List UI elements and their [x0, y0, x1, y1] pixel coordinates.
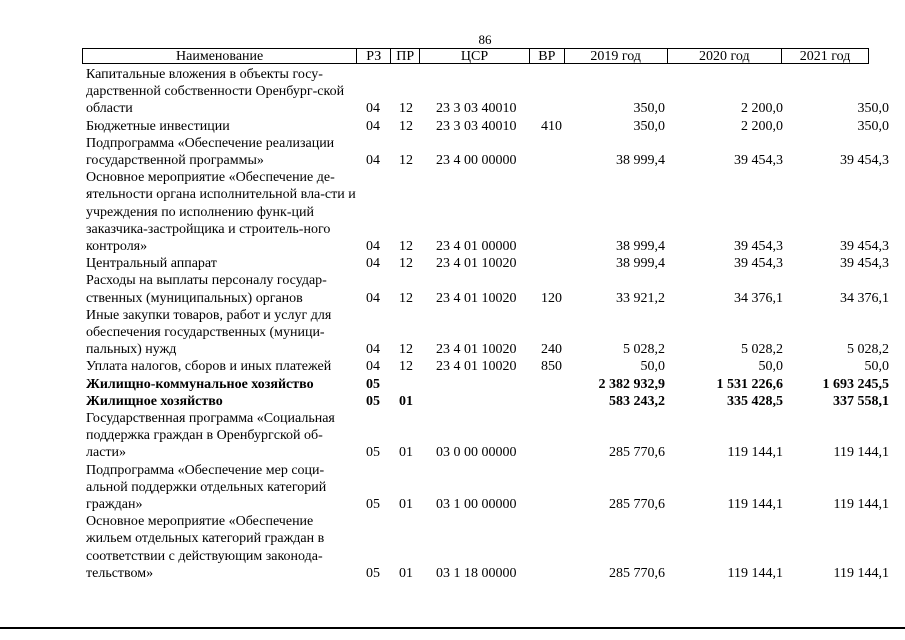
cell-rz: 04	[366, 290, 380, 306]
cell-rz: 04	[366, 256, 380, 272]
table-row	[82, 66, 892, 118]
column-header-rz: РЗ	[357, 49, 391, 63]
cell-y2019: 50,0	[640, 359, 665, 375]
cell-y2019: 285 770,6	[609, 497, 665, 513]
page-number: 86	[478, 32, 492, 47]
table-row	[82, 513, 892, 582]
cell-vr: 240	[541, 342, 562, 358]
row-name: Расходы на выплаты персоналу государ-ственных (муниципальных) органов	[86, 273, 327, 306]
cell-y2021: 39 454,3	[840, 239, 889, 255]
cell-csr: 23 4 00 00000	[436, 153, 517, 169]
cell-rz: 04	[366, 101, 380, 117]
table-row	[82, 272, 892, 306]
table-row	[82, 358, 892, 375]
cell-csr: 03 1 00 00000	[436, 497, 517, 513]
cell-y2020: 5 028,2	[741, 342, 783, 358]
cell-pr: 12	[399, 153, 413, 169]
row-name: Иные закупки товаров, работ и услуг для обеспечения государственных (муници-пальных) нужд	[86, 307, 332, 358]
column-header-2020: 2020 год	[668, 49, 783, 63]
row-name: Жилищно-коммунальное хозяйство	[86, 376, 314, 392]
table-row	[82, 135, 892, 169]
cell-y2020: 39 454,3	[734, 239, 783, 255]
cell-y2021: 1 693 245,5	[822, 376, 889, 392]
column-header-pr: ПР	[391, 49, 420, 63]
row-name: Подпрограмма «Обеспечение реализации государственной программы»	[86, 135, 335, 169]
cell-y2020: 39 454,3	[734, 153, 783, 169]
cell-csr: 23 4 01 10020	[436, 290, 517, 306]
row-name: Уплата налогов, сборов и иных платежей	[86, 359, 332, 375]
cell-y2019: 33 921,2	[616, 290, 665, 306]
cell-pr: 01	[399, 565, 413, 581]
cell-pr: 12	[399, 118, 413, 134]
cell-y2021: 50,0	[864, 359, 889, 375]
cell-rz: 04	[366, 239, 380, 255]
table-row	[82, 169, 892, 255]
cell-rz: 04	[366, 118, 380, 134]
cell-rz: 04	[366, 359, 380, 375]
cell-csr: 23 3 03 40010	[436, 101, 517, 117]
row-name: Бюджетные инвестиции	[86, 118, 230, 134]
cell-csr: 23 3 03 40010	[436, 118, 517, 134]
cell-y2020: 1 531 226,6	[716, 376, 783, 392]
cell-rz: 05	[366, 445, 380, 461]
cell-y2019: 350,0	[633, 101, 665, 117]
cell-y2021: 34 376,1	[840, 290, 889, 306]
table-row	[82, 255, 892, 272]
table-row	[82, 307, 892, 359]
cell-csr: 03 0 00 00000	[436, 445, 517, 461]
column-header-2019: 2019 год	[565, 49, 668, 63]
cell-vr: 850	[541, 359, 562, 375]
row-name: Основное мероприятие «Обеспечение де-ятельности органа исполнительной вла-сти и учреждения по исполнению функ-ций заказчика-застройщика и строитель-ного контроля»	[86, 170, 356, 255]
table-row	[82, 376, 892, 393]
cell-y2019: 5 028,2	[623, 342, 665, 358]
cell-pr: 12	[399, 101, 413, 117]
cell-vr: 410	[541, 118, 562, 134]
cell-y2021: 119 144,1	[833, 445, 889, 461]
cell-pr: 12	[399, 359, 413, 375]
cell-csr: 23 4 01 00000	[436, 239, 517, 255]
page-bottom-rule	[0, 627, 905, 629]
table-header	[82, 48, 869, 64]
table-row	[82, 410, 892, 462]
cell-y2019: 38 999,4	[616, 239, 665, 255]
cell-y2019: 285 770,6	[609, 565, 665, 581]
cell-y2020: 119 144,1	[727, 445, 783, 461]
cell-y2020: 50,0	[758, 359, 783, 375]
cell-pr: 01	[399, 497, 413, 513]
cell-y2019: 38 999,4	[616, 153, 665, 169]
cell-csr: 03 1 18 00000	[436, 565, 517, 581]
column-header-2021: 2021 год	[799, 49, 851, 64]
column-header-csr: ЦСР	[420, 49, 530, 63]
cell-pr: 01	[399, 445, 413, 461]
table-row	[82, 462, 892, 514]
row-name: Капитальные вложения в объекты госу-дарственной собственности Оренбург-ской области	[86, 67, 345, 117]
cell-csr: 23 4 01 10020	[436, 359, 517, 375]
cell-rz: 05	[366, 393, 380, 409]
cell-y2019: 350,0	[633, 118, 665, 134]
column-header-vr: ВР	[530, 49, 565, 63]
cell-y2020: 2 200,0	[741, 118, 783, 134]
cell-y2021: 119 144,1	[833, 497, 889, 513]
cell-y2020: 2 200,0	[741, 101, 783, 117]
cell-y2021: 39 454,3	[840, 256, 889, 272]
cell-rz: 04	[366, 153, 380, 169]
cell-y2020: 335 428,5	[727, 393, 783, 409]
cell-rz: 05	[366, 376, 380, 392]
cell-pr: 01	[399, 393, 413, 409]
cell-y2019: 38 999,4	[616, 256, 665, 272]
cell-y2021: 5 028,2	[847, 342, 889, 358]
cell-y2021: 39 454,3	[840, 153, 889, 169]
cell-csr: 23 4 01 10020	[436, 256, 517, 272]
row-name: Центральный аппарат	[86, 256, 217, 272]
cell-y2020: 119 144,1	[727, 497, 783, 513]
table-row	[82, 393, 892, 410]
row-name: Жилищное хозяйство	[86, 393, 223, 409]
cell-pr: 12	[399, 239, 413, 255]
cell-pr: 12	[399, 342, 413, 358]
row-name: Государственная программа «Социальная поддержка граждан в Оренбургской об-ласти»	[86, 411, 335, 461]
row-name: Основное мероприятие «Обеспечение жильем отдельных категорий граждан в соответствии с действующим законода-тельством»	[86, 514, 325, 581]
row-name: Подпрограмма «Обеспечение мер соци-альной поддержки отдельных категорий граждан»	[86, 462, 327, 513]
cell-y2020: 39 454,3	[734, 256, 783, 272]
cell-y2020: 119 144,1	[727, 565, 783, 581]
cell-rz: 05	[366, 497, 380, 513]
table-row	[82, 118, 892, 135]
cell-pr: 12	[399, 256, 413, 272]
cell-y2019: 2 382 932,9	[598, 376, 665, 392]
cell-csr: 23 4 01 10020	[436, 342, 517, 358]
cell-pr: 12	[399, 290, 413, 306]
cell-y2021: 350,0	[857, 101, 889, 117]
cell-rz: 05	[366, 565, 380, 581]
cell-y2021: 337 558,1	[833, 393, 889, 409]
table-body	[82, 66, 892, 582]
cell-rz: 04	[366, 342, 380, 358]
cell-y2021: 350,0	[857, 118, 889, 134]
cell-vr: 120	[541, 290, 562, 306]
cell-y2021: 119 144,1	[833, 565, 889, 581]
column-header-name: Наименование	[83, 49, 357, 63]
cell-y2020: 34 376,1	[734, 290, 783, 306]
cell-y2019: 285 770,6	[609, 445, 665, 461]
cell-y2019: 583 243,2	[609, 393, 665, 409]
